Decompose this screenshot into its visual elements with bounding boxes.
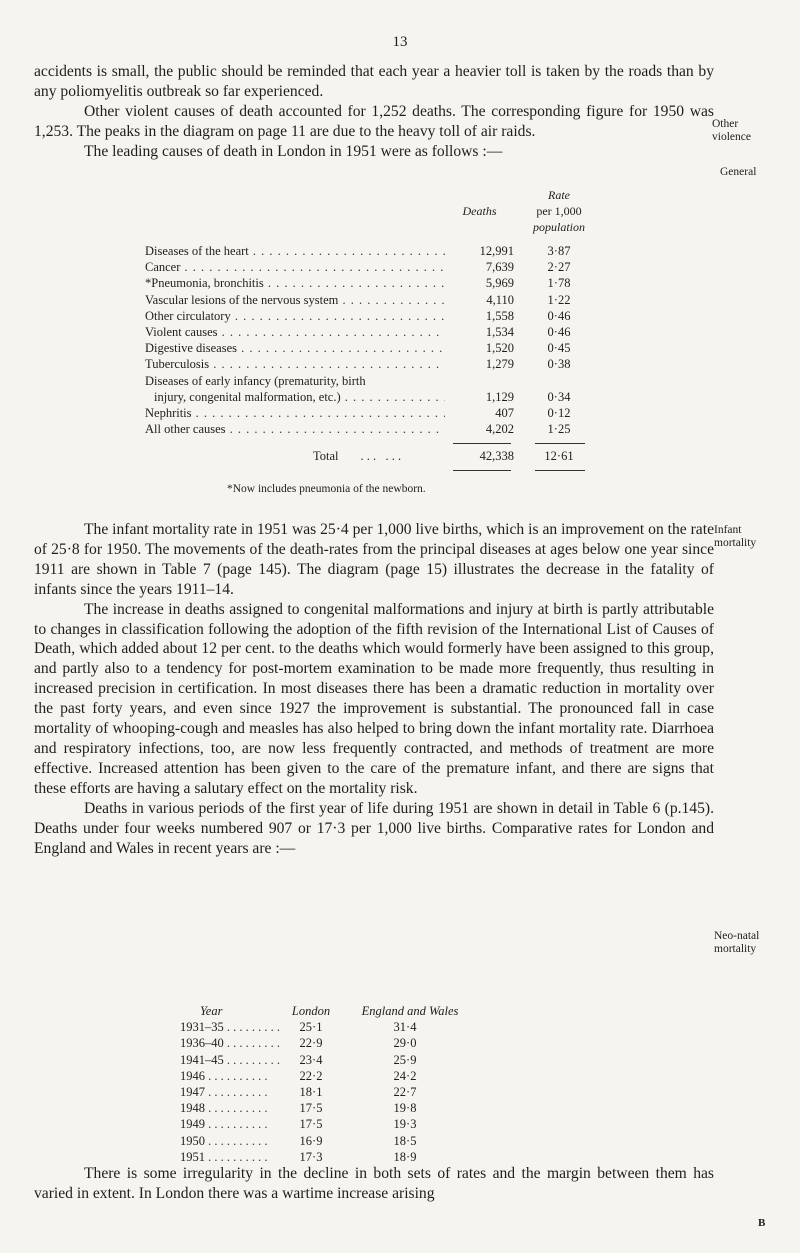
header-rate-line: Rate [548, 188, 570, 202]
header-rate-line: per 1,000 [536, 204, 582, 218]
rate-value: 0·46 [517, 324, 601, 340]
header-england-wales: England and Wales [361, 1004, 459, 1018]
paragraph-neonatal: Deaths in various periods of the first year of life during 1951 are shown in detail in Table 6 (p.145). Deaths under four weeks numbered 907 or 17·3 per 1,000 live births. Comparative rates for London and England and Wales in recent years are :— [34, 799, 714, 857]
england-wales-cell: 19·3 [393, 1117, 417, 1132]
cause-label: injury, congenital malformation, etc.) . . . [154, 389, 470, 405]
total-rule [453, 443, 511, 444]
rate-value: 0·12 [517, 405, 601, 421]
infant-mortality-text [34, 520, 714, 858]
cause-label: Diseases of early infancy (prematurity, birth [145, 373, 366, 388]
rate-value: 0·38 [517, 356, 601, 372]
deaths-value: 4,110 [445, 292, 514, 308]
intro-text [34, 62, 714, 162]
closing-text [34, 1164, 714, 1204]
total-label-wrap: Total . . . . . . [313, 449, 402, 464]
margin-note-other-violence [712, 118, 792, 144]
page-number: 13 [392, 34, 408, 50]
table-row [180, 1116, 620, 1132]
causes-of-death-table [145, 189, 625, 495]
header-rate-line: population [532, 220, 585, 234]
table-row [145, 421, 625, 437]
header-rate [517, 187, 601, 235]
rate-value: 1·78 [517, 275, 601, 291]
cause-label: Vascular lesions of the nervous system . . . [145, 292, 461, 308]
header-london: London [291, 1004, 331, 1018]
england-wales-cell: 25·9 [393, 1052, 417, 1067]
paragraph-congenital: The increase in deaths assigned to congenital malformations and injury at birth is partly attributable to changes in classification following the adoption of the fifth revision of the International List of Causes of Death, which added about 12 per cent. to the deaths which would formerly have been assigned to this group, and partly also to a tendency for post-mortem examination to be made more frequently, thus resulting in increased precision in certification. In most diseases there has been a dramatic reduction in mortality over the past forty years, and even since 1927 the improvement is substantial. The pronounced fall in case mortality of whooping-cough and measles has also helped to bring down the infant mortality rate. Diarrhoea and respiratory infections, too, are now less frequently contracted, and methods of treatment are more effective. Increased attention has been given to the care of the premature infant, and there are signs that these efforts are having a salutary effect on the mortality risk. [34, 600, 714, 797]
london-cell: 16·9 [286, 1133, 336, 1149]
rate-value: 1·25 [517, 421, 601, 437]
table-header [145, 189, 625, 243]
year-cell: 1936–40 . . . [180, 1035, 280, 1051]
table-row [180, 1035, 620, 1051]
rate-value: 0·34 [517, 389, 601, 405]
deaths-value: 1,520 [445, 340, 514, 356]
paragraph-irregularity: There is some irregularity in the decline in both sets of rates and the margin between them has varied in extent. In London there was a wartime increase arising [34, 1165, 714, 1202]
paragraph-leading-causes: The leading causes of death in London in 1951 were as follows :— [84, 142, 503, 160]
signature-mark: B [758, 1217, 766, 1229]
year-cell: 1931–35 . . . [180, 1019, 280, 1035]
table-row [180, 1019, 620, 1035]
margin-note-general: General [720, 166, 757, 178]
england-wales-cell: 24·2 [393, 1068, 417, 1083]
table-row [180, 1084, 620, 1100]
total-label: Total [313, 449, 339, 464]
rate-value: 1·22 [517, 292, 601, 308]
rate-value: 0·45 [517, 340, 601, 356]
table-total [145, 437, 625, 469]
table-row [180, 1133, 620, 1149]
england-wales-cell: 18·5 [393, 1133, 417, 1148]
margin-note-line: Infant [714, 524, 742, 536]
deaths-value: 12,991 [445, 243, 514, 259]
cause-label: Tuberculosis . . . [145, 356, 461, 372]
london-cell: 18·1 [286, 1084, 336, 1100]
margin-note-neonatal [714, 930, 794, 956]
cause-label: Other circulatory . . . [145, 308, 461, 324]
england-wales-cell: 18·9 [393, 1149, 417, 1164]
year-cell: 1950 . . . [180, 1133, 280, 1149]
cause-label: Nephritis . . . [145, 405, 461, 421]
deaths-value: 1,279 [445, 356, 514, 372]
england-wales-cell: 29·0 [393, 1036, 417, 1051]
london-cell: 17·5 [286, 1100, 336, 1116]
paragraph-accidents: accidents is small, the public should be reminded that each year a heavier toll is taken by the roads than by any poliomyelitis outbreak so far experienced. [34, 63, 714, 100]
header-deaths: Deaths [462, 204, 497, 218]
cause-label: All other causes . . . [145, 421, 461, 437]
margin-note-infant [714, 524, 794, 550]
table-row [180, 1149, 620, 1165]
year-cell: 1941–45 . . . [180, 1052, 280, 1068]
england-wales-cell: 22·7 [393, 1084, 417, 1099]
england-wales-cell: 31·4 [393, 1020, 417, 1035]
total-deaths: 42,338 [445, 449, 514, 464]
london-cell: 22·2 [286, 1068, 336, 1084]
cause-label: Diseases of the heart . . . [145, 243, 461, 259]
cause-label: *Pneumonia, bronchitis . . . [145, 275, 461, 291]
deaths-value: 1,129 [445, 389, 514, 405]
header-year: Year [200, 1004, 223, 1018]
london-cell: 22·9 [286, 1035, 336, 1051]
table-row [145, 356, 625, 372]
london-cell: 25·1 [286, 1019, 336, 1035]
table-row [180, 1100, 620, 1116]
deaths-value: 7,639 [445, 259, 514, 275]
table-row [145, 292, 625, 308]
london-cell: 17·5 [286, 1116, 336, 1132]
deaths-value: 407 [445, 405, 514, 421]
margin-note-line: violence [712, 131, 751, 143]
table-row [145, 275, 625, 291]
year-cell: 1951 . . . [180, 1149, 280, 1165]
table-row [145, 243, 625, 259]
total-rule [535, 443, 585, 444]
table-body [145, 243, 625, 437]
cause-label: Cancer . . . [145, 259, 461, 275]
deaths-value: 5,969 [445, 275, 514, 291]
table-row [180, 1052, 620, 1068]
year-cell: 1949 . . . [180, 1116, 280, 1132]
england-wales-cell: 19·8 [393, 1101, 417, 1116]
neonatal-rates-table [180, 1003, 620, 1165]
margin-note-line: mortality [714, 943, 757, 955]
margin-note-line: Other [712, 118, 739, 130]
table-row [145, 389, 625, 405]
margin-note-line: mortality [714, 537, 757, 549]
cause-label: Violent causes . . . [145, 324, 461, 340]
london-cell: 17·3 [286, 1149, 336, 1165]
rate-value: 0·46 [517, 308, 601, 324]
table-row [145, 259, 625, 275]
paragraph-other-violence: Other violent causes of death accounted for 1,252 deaths. The corresponding figure for 1950 was 1,253. The peaks in the diagram on page 11 are due to the heavy toll of air raids. [34, 102, 714, 140]
table-header [180, 1003, 620, 1019]
total-rule [453, 470, 511, 471]
total-rate: 12·61 [517, 449, 601, 464]
year-cell: 1946 . . . [180, 1068, 280, 1084]
cause-label: Digestive diseases . . . [145, 340, 461, 356]
table-row [145, 308, 625, 324]
rate-value: 2·27 [517, 259, 601, 275]
year-cell: 1947 . . . [180, 1084, 280, 1100]
deaths-value: 4,202 [445, 421, 514, 437]
paragraph-infant-mortality: The infant mortality rate in 1951 was 25·4 per 1,000 live births, which is an improvement on the rate of 25·8 for 1950. The movements of the death-rates from the principal diseases at ages below one year since 1911 are shown in Table 7 (page 145). The diagram (page 15) illustrates the decrease in the fatality of infants since the years 1911–14. [34, 521, 714, 598]
table-footnote: *Now includes pneumonia of the newborn. [227, 483, 426, 496]
table-row [145, 373, 625, 389]
london-cell: 23·4 [286, 1052, 336, 1068]
table-row [180, 1068, 620, 1084]
table-row [145, 340, 625, 356]
deaths-value: 1,534 [445, 324, 514, 340]
total-rule [535, 470, 585, 471]
margin-note-line: Neo-natal [714, 930, 760, 942]
deaths-value: 1,558 [445, 308, 514, 324]
table-row [145, 405, 625, 421]
rate-value: 3·87 [517, 243, 601, 259]
table-row [145, 324, 625, 340]
year-cell: 1948 . . . [180, 1100, 280, 1116]
